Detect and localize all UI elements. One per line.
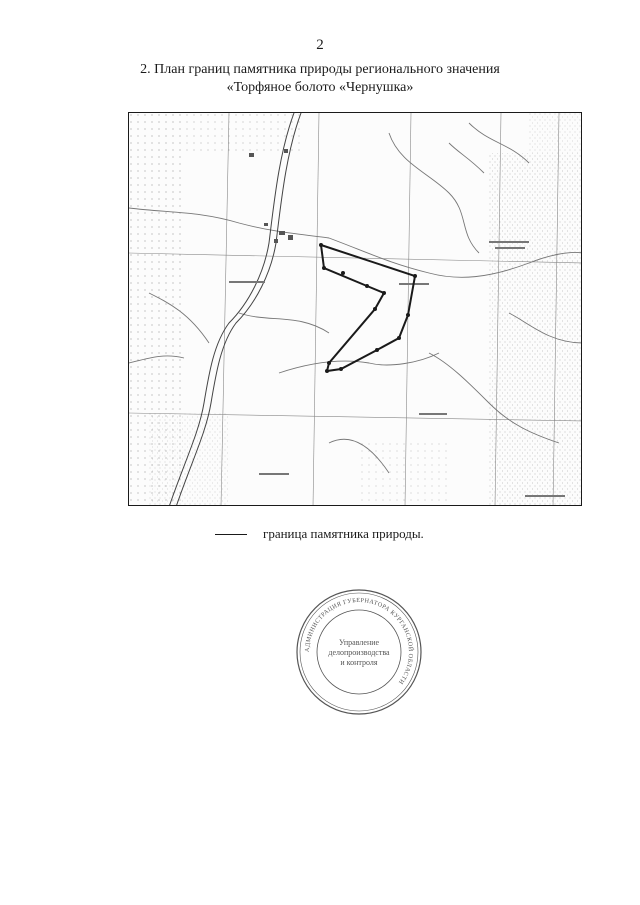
seal-ring-textpath: АДМИНИСТРАЦИЯ ГУБЕРНАТОРА КУРГАНСКОЙ ОБЛАСТИ <box>303 596 415 686</box>
legend-label: граница памятника природы. <box>263 526 424 541</box>
page-subtitle: «Торфяное болото «Чернушка» <box>226 80 414 95</box>
page-number: 2 <box>316 37 324 53</box>
boundary-vertices <box>319 243 417 373</box>
terrain-shading <box>129 113 582 506</box>
seal-center-line-3: и контроля <box>340 658 378 667</box>
map-legend <box>0 524 640 544</box>
page-title: 2. План границ памятника природы регионального значения <box>140 62 500 77</box>
seal-center-line-1: Управление <box>338 638 380 647</box>
boundary-polygon <box>321 245 415 371</box>
boundary-map <box>128 112 582 506</box>
official-seal <box>295 588 423 716</box>
legend-line-symbol <box>215 534 247 535</box>
seal-center-line-2: делопроизводства <box>328 648 390 657</box>
